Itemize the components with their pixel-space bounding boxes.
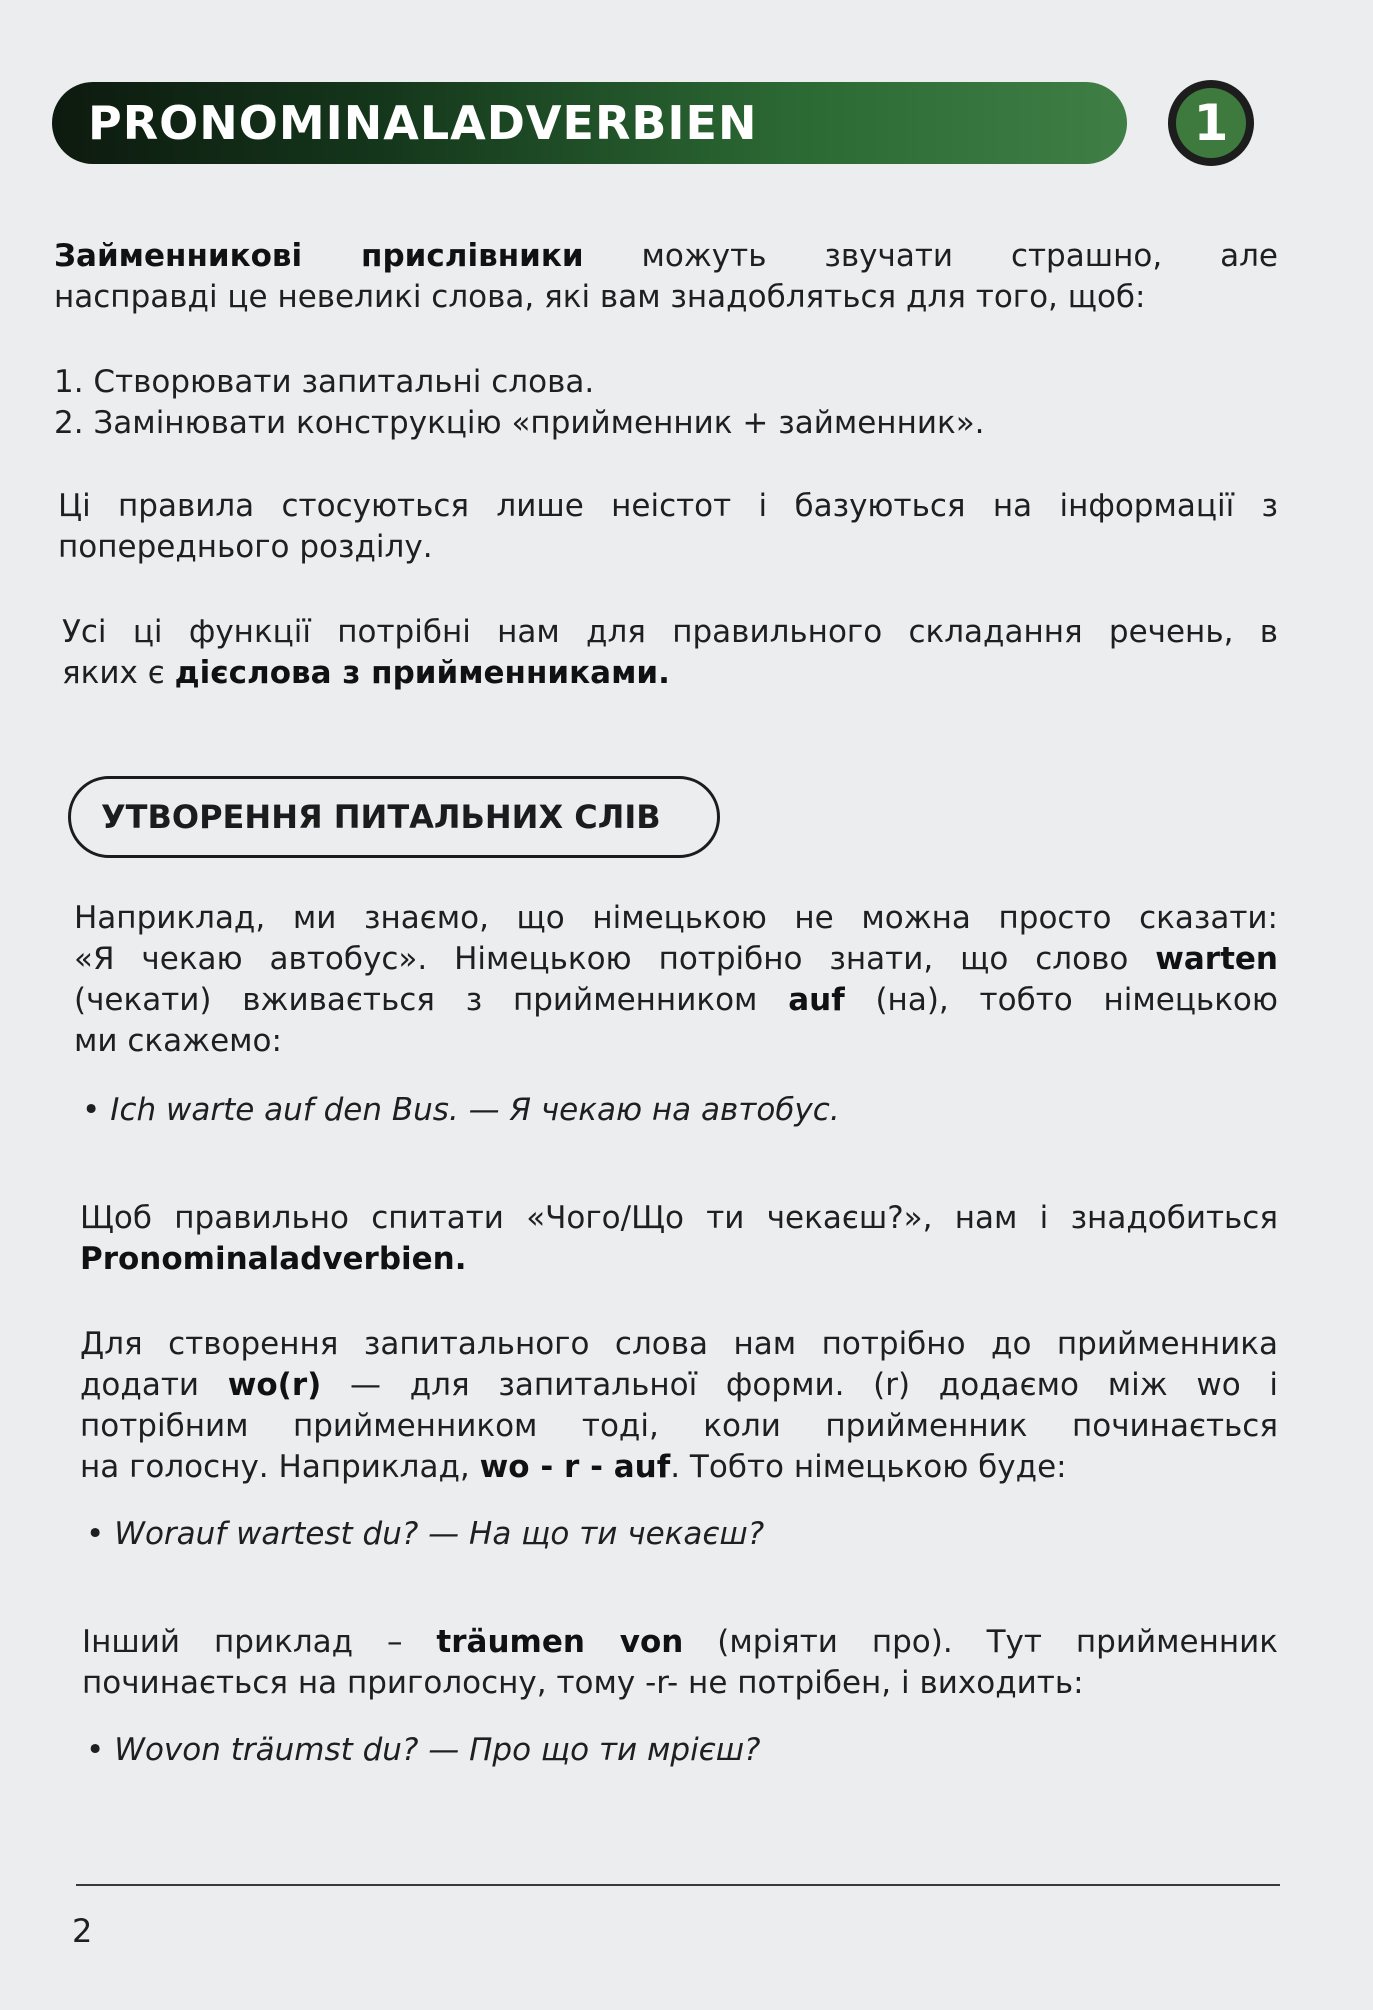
- o-line-2: починається на приголосну, тому -r- не потрібен, і виходить:: [82, 1665, 1084, 1701]
- p3-line-1: Усі ці функції потрібні нам для правильного складання речень, в: [62, 614, 1278, 650]
- o-line-1-end: (мріяти про). Тут прийменник: [683, 1624, 1278, 1660]
- list-item-2: 2. Замінювати конструкцію «прийменник + займенник».: [54, 405, 985, 441]
- p3-line-2-text: яких є: [62, 655, 175, 691]
- w-line-2: [80, 1365, 1278, 1406]
- bullet-dot: •: [82, 1092, 101, 1128]
- w-line-2-end: — для запитальної форми. (r) додаємо між wo і: [321, 1367, 1278, 1403]
- chapter-number: 1: [1176, 88, 1246, 158]
- bullet-example-3: [86, 1730, 761, 1771]
- bullet-text-3: Wovon träumst du? — Про що ти мрієш?: [114, 1732, 761, 1768]
- intro-paragraph-1: [54, 236, 1278, 318]
- q-line-2: [80, 1239, 1278, 1280]
- p3-line-2: [62, 653, 1278, 694]
- example-paragraph: [74, 898, 1278, 1062]
- intro-line-1: [54, 236, 1278, 277]
- bullet-text-1: Ich warte auf den Bus. — Я чекаю на автобус.: [110, 1092, 840, 1128]
- w-line-4-text: на голосну. Наприклад,: [80, 1449, 480, 1485]
- wor-paragraph: [80, 1324, 1278, 1488]
- ex1-line-3: [74, 980, 1278, 1021]
- section-heading-pill: [68, 776, 720, 858]
- bullet-dot: •: [86, 1732, 105, 1768]
- page-number: 2: [72, 1912, 93, 1950]
- other-example-paragraph: [82, 1622, 1278, 1704]
- ex1-line-1: Наприклад, ми знаємо, що німецькою не можна просто сказати:: [74, 900, 1278, 936]
- p2-line-1: Ці правила стосуються лише неістот і базуються на інформації з: [58, 488, 1278, 524]
- intro-list: [54, 362, 1278, 444]
- w-bold-wor: wo(r): [227, 1367, 322, 1403]
- ex1-line-2-text: «Я чекаю автобус». Німецькою потрібно знати, що слово: [74, 941, 1156, 977]
- question-paragraph: [80, 1198, 1278, 1280]
- intro-line-1-text: можуть звучати страшно, але: [583, 238, 1278, 274]
- ex1-line-3-end: (на), тобто німецькою: [844, 982, 1278, 1018]
- footer-divider: [76, 1884, 1280, 1886]
- bullet-text-2: Worauf wartest du? — На що ти чекаєш?: [114, 1516, 765, 1552]
- intro-paragraph-3: [62, 612, 1278, 694]
- w-line-4-end: . Тобто німецькою буде:: [670, 1449, 1067, 1485]
- ex1-bold-auf: auf: [788, 982, 845, 1018]
- o-line-1-text: Інший приклад –: [82, 1624, 437, 1660]
- intro-paragraph-2: [58, 486, 1278, 568]
- w-line-2-text: додати: [80, 1367, 228, 1403]
- bullet-example-1: [82, 1090, 840, 1131]
- w-line-4: [80, 1447, 1278, 1488]
- ex1-line-3-text: (чекати) вживається з прийменником: [74, 982, 789, 1018]
- o-bold-traeumen-von: träumen von: [436, 1624, 684, 1660]
- p3-bold-term: дієслова з прийменниками.: [174, 655, 670, 691]
- w-bold-wo-r-auf: wo - r - auf: [479, 1449, 671, 1485]
- title-banner: [52, 82, 1127, 164]
- intro-bold-term: Займенникові прислівники: [54, 238, 584, 274]
- q-line-1: Щоб правильно спитати «Чого/Що ти чекаєш?», нам і знадобиться: [80, 1200, 1278, 1236]
- ex1-bold-warten: warten: [1155, 941, 1278, 977]
- section-heading: УТВОРЕННЯ ПИТАЛЬНИХ СЛІВ: [101, 798, 661, 836]
- o-line-1: [82, 1622, 1278, 1663]
- ex1-line-2: [74, 939, 1278, 980]
- list-item-1: 1. Створювати запитальні слова.: [54, 364, 595, 400]
- p2-line-2: попереднього розділу.: [58, 529, 433, 565]
- ex1-line-4: ми скажемо:: [74, 1023, 282, 1059]
- bullet-example-2: [86, 1514, 764, 1555]
- intro-line-2: насправді це невеликі слова, які вам знадобляться для того, щоб:: [54, 279, 1146, 315]
- chapter-title: PRONOMINALADVERBIEN: [88, 96, 758, 150]
- chapter-number-badge: [1168, 80, 1254, 166]
- bullet-dot: •: [86, 1516, 105, 1552]
- w-line-3: потрібним прийменником тоді, коли прийменник починається: [80, 1408, 1278, 1444]
- w-line-1: Для створення запитального слова нам потрібно до прийменника: [80, 1326, 1278, 1362]
- q-bold-term: Pronominaladverbien.: [80, 1241, 467, 1277]
